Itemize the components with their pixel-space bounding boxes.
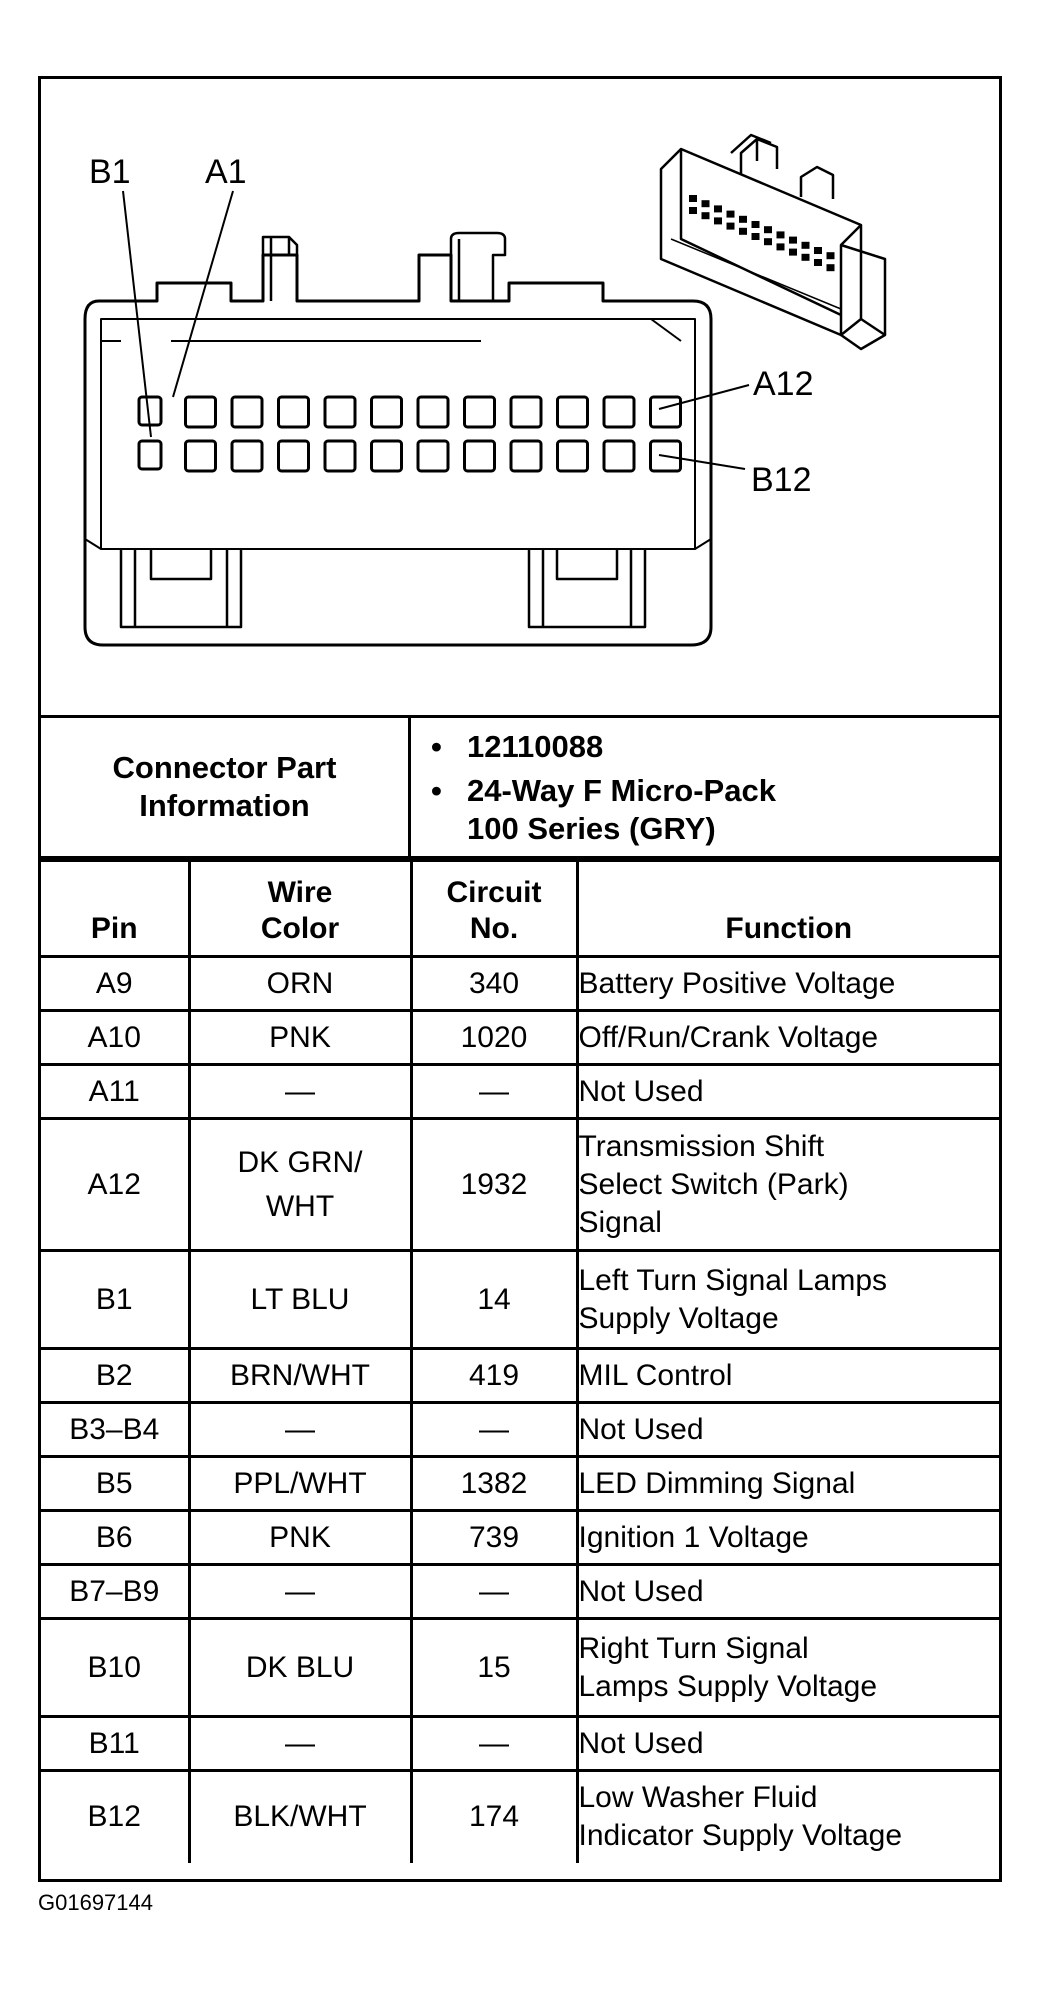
wire-color-cell: — xyxy=(189,1403,411,1457)
iso-pin-cavity xyxy=(764,238,772,245)
iso-pin-cavity xyxy=(752,221,760,228)
b1-leader xyxy=(123,191,151,437)
function-cell xyxy=(577,1619,999,1717)
function-line: Lamps Supply Voltage xyxy=(578,1669,878,1703)
circuit-no-cell: — xyxy=(411,1403,577,1457)
function-cell xyxy=(577,1457,999,1511)
pin-cell: B6 xyxy=(41,1511,189,1565)
function-line: LED Dimming Signal xyxy=(578,1466,856,1500)
pin-cavity xyxy=(232,441,262,471)
pin-cell: A10 xyxy=(41,1011,189,1065)
pin-cavity xyxy=(325,441,355,471)
circuit-no-cell: 340 xyxy=(411,957,577,1011)
table-row xyxy=(41,1065,999,1119)
table-row xyxy=(41,1457,999,1511)
header-circuit-no: Circuit No. xyxy=(411,861,577,957)
pin-cell: B2 xyxy=(41,1349,189,1403)
function-cell xyxy=(577,1251,999,1349)
pin-cavity-grid xyxy=(139,397,681,471)
pin-cavity xyxy=(186,397,216,427)
pin-cavity xyxy=(279,397,309,427)
wire-color-cell: — xyxy=(189,1065,411,1119)
circuit-no-cell: 1382 xyxy=(411,1457,577,1511)
circuit-no-cell: — xyxy=(411,1717,577,1771)
a1-leader xyxy=(173,191,233,397)
circuit-no-cell: 739 xyxy=(411,1511,577,1565)
circuit-no-cell: — xyxy=(411,1065,577,1119)
pin-cavity xyxy=(511,441,541,471)
table-row xyxy=(41,1565,999,1619)
iso-pin-cavity xyxy=(689,195,697,202)
pin-cavity xyxy=(465,441,495,471)
iso-pin-cavity xyxy=(727,211,735,218)
iso-pin-cavity xyxy=(789,237,797,244)
wire-color-text: DK GRN/ WHT xyxy=(237,1145,363,1223)
label-b12: B12 xyxy=(751,461,812,499)
pin-cavity xyxy=(232,397,262,427)
iso-pin-cavity xyxy=(702,212,710,219)
wire-color-cell: PNK xyxy=(189,1511,411,1565)
function-cell xyxy=(577,1403,999,1457)
label-b1: B1 xyxy=(89,153,131,191)
wire-color-cell: DK BLU xyxy=(189,1619,411,1717)
pin-cavity xyxy=(604,441,634,471)
pin-cavity xyxy=(511,397,541,427)
wire-color-cell: BLK/WHT xyxy=(189,1771,411,1863)
iso-pin-cavity xyxy=(789,249,797,256)
connector-description-line2: 100 Series (GRY) xyxy=(467,811,716,846)
function-line: MIL Control xyxy=(578,1358,733,1392)
part-number: • 12110088 xyxy=(467,728,999,766)
function-line: Not Used xyxy=(578,1074,704,1108)
pin-cell: B11 xyxy=(41,1717,189,1771)
iso-pin-cavity xyxy=(827,252,835,259)
pin-cell: B7–B9 xyxy=(41,1565,189,1619)
iso-pin-cavity xyxy=(802,254,810,261)
table-row xyxy=(41,957,999,1011)
table-row xyxy=(41,1619,999,1717)
wire-color-cell: ORN xyxy=(189,957,411,1011)
pin-cavity xyxy=(372,441,402,471)
label-a12: A12 xyxy=(753,365,814,403)
label-a1: A1 xyxy=(205,153,247,191)
wire-color-cell: PNK xyxy=(189,1011,411,1065)
pin-cell: A12 xyxy=(41,1119,189,1251)
iso-pin-cavity xyxy=(739,228,747,235)
connector-part-info-values xyxy=(411,718,999,856)
wire-color-cell: LT BLU xyxy=(189,1251,411,1349)
header-pin: Pin xyxy=(41,861,189,957)
function-cell xyxy=(577,1119,999,1251)
function-line: Not Used xyxy=(578,1726,704,1760)
iso-pin-cavity xyxy=(777,243,785,250)
function-line: Off/Run/Crank Voltage xyxy=(578,1020,879,1054)
function-line: Indicator Supply Voltage xyxy=(578,1819,903,1853)
connector-face-diagram xyxy=(41,79,999,715)
pin-table xyxy=(41,859,999,1863)
table-row xyxy=(41,1771,999,1863)
pin-cavity xyxy=(186,441,216,471)
table-row xyxy=(41,1349,999,1403)
function-cell xyxy=(577,1717,999,1771)
table-row xyxy=(41,1511,999,1565)
iso-pin-cavity xyxy=(752,233,760,240)
function-line: Transmission Shift xyxy=(578,1129,825,1163)
iso-pin-cavity xyxy=(764,226,772,233)
pin-table-body xyxy=(41,957,999,1863)
header-wire-color: Wire Color xyxy=(189,861,411,957)
iso-pin-cavity xyxy=(814,247,822,254)
pin-table-header-row xyxy=(41,861,999,957)
pin-cell: B10 xyxy=(41,1619,189,1717)
circuit-no-cell: 174 xyxy=(411,1771,577,1863)
iso-pin-cavity xyxy=(814,259,822,266)
function-cell xyxy=(577,1011,999,1065)
iso-pin-cavity xyxy=(689,207,697,214)
function-line: Supply Voltage xyxy=(578,1301,779,1335)
pin-cavity xyxy=(325,397,355,427)
function-line: Not Used xyxy=(578,1574,704,1608)
header-function: Function xyxy=(577,861,999,957)
iso-pin-cavity xyxy=(739,216,747,223)
pin-cavity xyxy=(418,397,448,427)
connector-isometric-icon xyxy=(661,135,885,349)
function-line: Ignition 1 Voltage xyxy=(578,1520,809,1554)
function-cell xyxy=(577,1349,999,1403)
iso-pin-cavity xyxy=(827,264,835,271)
pin-cavity xyxy=(465,397,495,427)
pin-cell: A11 xyxy=(41,1065,189,1119)
function-cell xyxy=(577,957,999,1011)
function-line: Signal xyxy=(578,1205,662,1239)
pin-cell: B3–B4 xyxy=(41,1403,189,1457)
function-line: Right Turn Signal xyxy=(578,1631,809,1665)
function-line: Battery Positive Voltage xyxy=(578,966,896,1000)
iso-pin-cavity xyxy=(777,231,785,238)
table-row xyxy=(41,1011,999,1065)
circuit-no-cell: 14 xyxy=(411,1251,577,1349)
pin-cavity xyxy=(279,441,309,471)
circuit-no-cell: 1932 xyxy=(411,1119,577,1251)
function-cell xyxy=(577,1511,999,1565)
circuit-no-cell: 15 xyxy=(411,1619,577,1717)
wire-color-cell xyxy=(189,1119,411,1251)
connector-part-info-label: Connector Part Information xyxy=(41,718,411,856)
iso-pin-cavity xyxy=(802,242,810,249)
foot-right xyxy=(529,549,645,627)
table-row xyxy=(41,1403,999,1457)
connector-description-line1: • 24-Way F Micro-Pack xyxy=(467,772,999,810)
table-row xyxy=(41,1717,999,1771)
wire-color-cell: — xyxy=(189,1565,411,1619)
pin-cell: B5 xyxy=(41,1457,189,1511)
circuit-no-cell: 1020 xyxy=(411,1011,577,1065)
latch-left xyxy=(263,237,297,301)
wire-color-cell: PPL/WHT xyxy=(189,1457,411,1511)
foot-left xyxy=(121,549,241,627)
circuit-no-cell: — xyxy=(411,1565,577,1619)
pin-cavity xyxy=(604,397,634,427)
function-line: Not Used xyxy=(578,1412,704,1446)
function-line: Low Washer Fluid xyxy=(578,1781,818,1815)
pin-cavity xyxy=(558,441,588,471)
connector-sheet xyxy=(38,76,1002,1882)
function-line: Select Switch (Park) xyxy=(578,1167,849,1201)
pin-cell: B1 xyxy=(41,1251,189,1349)
iso-pin-cavity xyxy=(714,217,722,224)
pin-cavity xyxy=(139,441,161,469)
table-row xyxy=(41,1251,999,1349)
iso-pin-cavity xyxy=(714,205,722,212)
wire-color-cell: — xyxy=(189,1717,411,1771)
latch-right xyxy=(451,233,505,301)
wire-color-cell: BRN/WHT xyxy=(189,1349,411,1403)
function-cell xyxy=(577,1771,999,1863)
connector-part-info xyxy=(41,715,999,859)
pin-cavity xyxy=(651,397,681,427)
pin-cavity xyxy=(372,397,402,427)
figure-id: G01697144 xyxy=(38,1890,153,1915)
circuit-no-cell: 419 xyxy=(411,1349,577,1403)
function-line: Left Turn Signal Lamps xyxy=(578,1263,888,1297)
pin-cell: A9 xyxy=(41,957,189,1011)
iso-pin-cavity xyxy=(727,223,735,230)
table-row xyxy=(41,1119,999,1251)
function-cell xyxy=(577,1065,999,1119)
pin-cell: B12 xyxy=(41,1771,189,1863)
pin-cavity xyxy=(558,397,588,427)
pin-cavity xyxy=(418,441,448,471)
function-cell xyxy=(577,1565,999,1619)
iso-pin-cavity xyxy=(702,200,710,207)
